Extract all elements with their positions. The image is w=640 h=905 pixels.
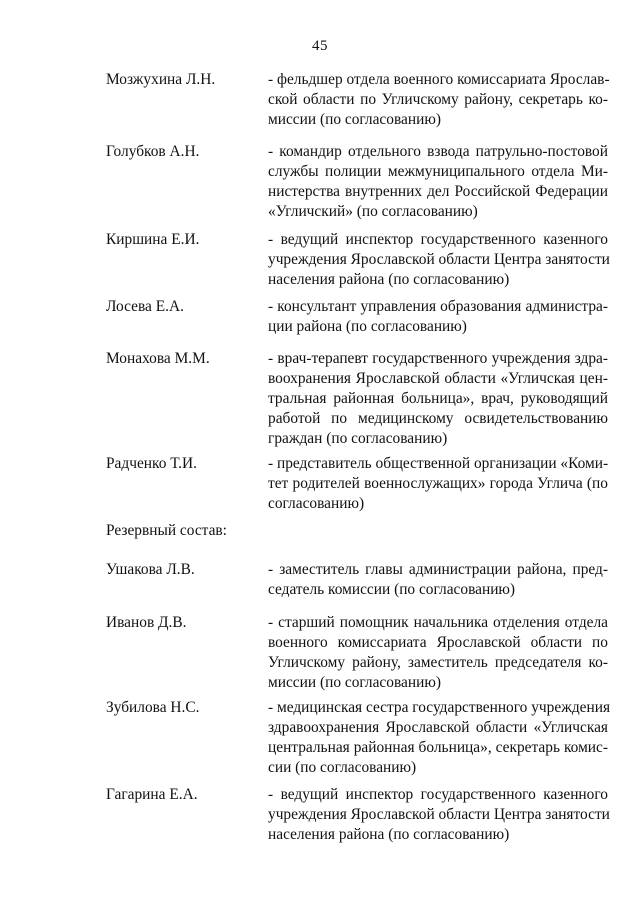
member-description xyxy=(268,230,608,290)
member-name: Зубилова Н.С. xyxy=(106,699,200,716)
member-description xyxy=(268,142,608,222)
description-line: учреждения Ярославской области Центра занятости xyxy=(268,806,610,823)
description-line: - командир отдельного взвода патрульно-постовой xyxy=(268,143,608,160)
member-description xyxy=(268,560,608,600)
description-line: работой по медицинскому освидетельствованию xyxy=(268,410,608,427)
member-name: Радченко Т.И. xyxy=(106,455,197,472)
description-line: ской области по Угличскому району, секретарь ко- xyxy=(268,91,608,108)
member-description xyxy=(268,70,608,130)
member-description xyxy=(268,349,608,449)
description-line: - консультант управления образования администра- xyxy=(268,298,608,315)
member-name: Иванов Д.В. xyxy=(106,614,187,631)
description-line: центральная районная больница», секретарь комис- xyxy=(268,739,608,756)
description-line: населения района (по согласованию) xyxy=(268,826,510,843)
description-line: - врач-терапевт государственного учреждения здра- xyxy=(268,350,608,367)
member-name: Монахова М.М. xyxy=(106,350,210,367)
description-line: миссии (по согласованию) xyxy=(268,674,441,691)
description-line: тет родителей военнослужащих» города Углича (по xyxy=(268,475,608,492)
member-description xyxy=(268,698,611,778)
description-line: - ведущий инспектор государственного казенного xyxy=(268,231,608,248)
description-line: - старший помощник начальника отделения отдела xyxy=(268,614,608,631)
description-line: населения района (по согласованию) xyxy=(268,271,510,288)
member-name: Мозжухина Л.Н. xyxy=(106,71,216,88)
description-line: службы полиции межмуниципального отдела Ми- xyxy=(268,163,608,180)
page-number: 45 xyxy=(312,38,328,54)
description-line: - представитель общественной организации «Коми- xyxy=(268,455,609,472)
reserve-heading: Резервный состав: xyxy=(106,522,227,539)
description-line: сии (по согласованию) xyxy=(268,759,417,776)
description-line: военного комиссариата Ярославской области по xyxy=(268,634,608,651)
description-line: - ведущий инспектор государственного казенного xyxy=(268,786,608,803)
description-line: - фельдшер отдела военного комиссариата Ярослав- xyxy=(268,71,610,88)
member-description xyxy=(268,785,608,845)
description-line: тральная районная больница», врач, руководящий xyxy=(268,390,608,407)
description-line: граждан (по согласованию) xyxy=(268,430,448,447)
description-line: воохранения Ярославской области «Угличская цен- xyxy=(268,370,608,387)
member-description xyxy=(268,454,608,514)
description-line: здравоохранения Ярославской области «Угличская xyxy=(268,719,608,736)
description-line: - заместитель главы администрации района, пред- xyxy=(268,561,608,578)
description-line: учреждения Ярославской области Центра занятости xyxy=(268,251,610,268)
member-name: Лосева Е.А. xyxy=(106,298,184,315)
description-line: седатель комиссии (по согласованию) xyxy=(268,581,516,598)
description-line: «Угличский» (по согласованию) xyxy=(268,203,478,220)
member-description xyxy=(268,613,608,693)
member-name: Ушакова Л.В. xyxy=(106,561,195,578)
description-line: Угличскому району, заместитель председателя ко- xyxy=(268,654,608,671)
description-line: согласованию) xyxy=(268,495,365,512)
description-line: нистерства внутренних дел Российской Федерации xyxy=(268,183,608,200)
member-name: Киршина Е.И. xyxy=(106,231,200,248)
description-line: - медицинская сестра государственного учреждения xyxy=(268,699,611,716)
member-name: Голубков А.Н. xyxy=(106,143,200,160)
member-description xyxy=(268,297,608,337)
description-line: миссии (по согласованию) xyxy=(268,111,441,128)
member-name: Гагарина Е.А. xyxy=(106,786,198,803)
description-line: ции района (по согласованию) xyxy=(268,318,467,335)
